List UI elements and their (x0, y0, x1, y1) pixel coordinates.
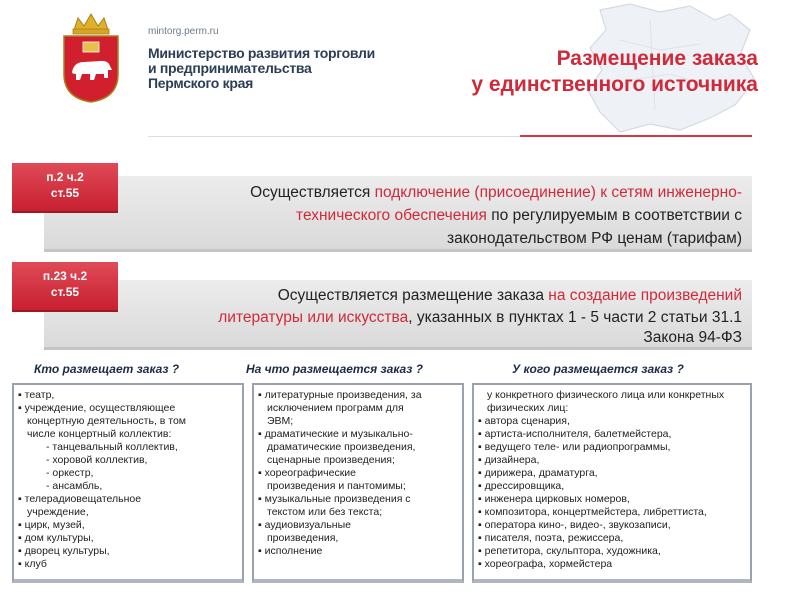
rule-1-line-1 (250, 182, 742, 203)
list-item: учреждение, (27, 506, 89, 518)
list-item: - хоровой коллектив, (46, 454, 148, 466)
list-item: числе концертный коллектив: (27, 428, 172, 440)
list-item: текстом или без текста; (267, 506, 383, 518)
page-title (471, 46, 758, 98)
list-item: ▪ дворец культуры, (18, 545, 110, 557)
rule-2-tag-line-1: п.23 ч.2 (42, 269, 88, 283)
coat-of-arms-icon (56, 12, 126, 104)
list-item: ▪ дизайнера, (478, 454, 540, 466)
rule-banner-1 (44, 176, 752, 252)
ministry-line-3: Пермского края (148, 75, 253, 91)
list-item: ▪ дирижера, драматурга, (478, 467, 598, 479)
rule-2-line-1 (278, 285, 742, 306)
box-who (12, 383, 244, 583)
list-item: ▪ дрессировщика, (478, 480, 565, 492)
rule-2-tag-line-2: ст.55 (50, 285, 80, 299)
site-url: mintorg.perm.ru (148, 26, 219, 37)
rule-2-line-3: Закона 94-ФЗ (643, 329, 742, 346)
list-item: ▪ театр, (18, 389, 55, 401)
box-from-whom (472, 383, 752, 583)
rule-1-line-1-pre: Осуществляется (250, 184, 375, 201)
rule-1-line-2-highlight: технического обеспечения (296, 207, 487, 224)
rule-1-line-1-highlight: подключение (присоединение) к сетям инженерно- (374, 184, 742, 201)
rule-2-line-1-pre: Осуществляется размещение заказа (277, 287, 549, 304)
list-item: - танцевальный коллектив, (46, 441, 178, 453)
ministry-line-1: Министерство развития торговли (148, 45, 375, 61)
list-item: произведения и пантомимы; (267, 480, 406, 492)
header-accent-divider (520, 135, 752, 137)
rule-1-tag-line-1: п.2 ч.2 (46, 170, 84, 184)
question-who: Кто размещает заказ ? (34, 362, 180, 376)
rule-2-tag (12, 262, 118, 312)
list-item: концертную деятельность, в том (27, 415, 187, 427)
rule-1-line-3: законодательством РФ ценам (тарифам) (446, 230, 742, 247)
question-what: На что размещается заказ ? (246, 362, 424, 376)
list-item: ▪ писателя, поэта, режиссера, (478, 532, 624, 544)
list-item: ▪ хореографа, хормейстера (478, 558, 613, 570)
rule-2-line-2-highlight: литературы или искусства (218, 309, 409, 326)
list-item: ▪ музыкальные произведения с (258, 493, 411, 505)
ministry-name (148, 46, 388, 91)
box-what (252, 383, 464, 583)
list-item: ▪ хореографические (258, 467, 357, 479)
rule-banner-2 (44, 280, 752, 350)
list-item: ▪ аудиовизуальные (258, 519, 351, 531)
title-line-1: Размещение заказа (556, 47, 758, 70)
list-item: ▪ учреждение, осуществляющее (18, 402, 176, 414)
list-item: ▪ инженера цирковых номеров, (478, 493, 630, 505)
question-from-whom: У кого размещается заказ ? (512, 362, 684, 376)
list-item: драматические произведения, (267, 441, 416, 453)
list-item: ▪ репетитора, скульптора, художника, (478, 545, 661, 557)
rule-1-tag (12, 163, 118, 213)
list-item: ▪ цирк, музей, (18, 519, 85, 531)
rule-2-line-1-highlight: на создание произведений (548, 287, 742, 304)
rule-1-line-2-post: по регулируемым в соответствии с (486, 207, 742, 224)
list-item: - ансамбль, (46, 480, 103, 492)
list-item: сценарные произведения; (267, 454, 395, 466)
rule-1-line-2 (296, 205, 742, 226)
list-item: ▪ дом культуры, (18, 532, 94, 544)
rule-2-line-2-post: , указанных в пунктах 1 - 5 части 2 статьи 31.1 (408, 309, 742, 326)
list-item: ЭВМ; (267, 415, 294, 427)
list-item: ▪ литературные произведения, за (258, 389, 422, 401)
list-item: - оркестр, (46, 467, 94, 479)
list-item: исключением программ для (267, 402, 404, 414)
list-item: ▪ телерадиовещательное (18, 493, 142, 505)
title-line-2: у единственного источника (471, 73, 758, 96)
rule-1-tag-line-2: ст.55 (50, 186, 80, 200)
list-item: ▪ артиста-исполнителя, балетмейстера, (478, 428, 672, 440)
list-item: произведения, (267, 532, 339, 544)
list-item: ▪ композитора, концертмейстера, либреттиста, (478, 506, 707, 518)
list-item: у конкретного физического лица или конкретных (487, 389, 725, 401)
list-item: физических лиц: (487, 402, 569, 414)
list-item: ▪ автора сценария, (478, 415, 570, 427)
list-item: ▪ оператора кино-, видео-, звукозаписи, (478, 519, 671, 531)
list-item: ▪ клуб (18, 558, 47, 570)
list-item: ▪ драматические и музыкально- (258, 428, 413, 440)
rule-2-line-2 (218, 307, 742, 328)
list-item: ▪ ведущего теле- или радиопрограммы, (478, 441, 671, 453)
list-item: ▪ исполнение (258, 545, 323, 557)
ministry-line-2: и предпринимательства (148, 60, 312, 76)
